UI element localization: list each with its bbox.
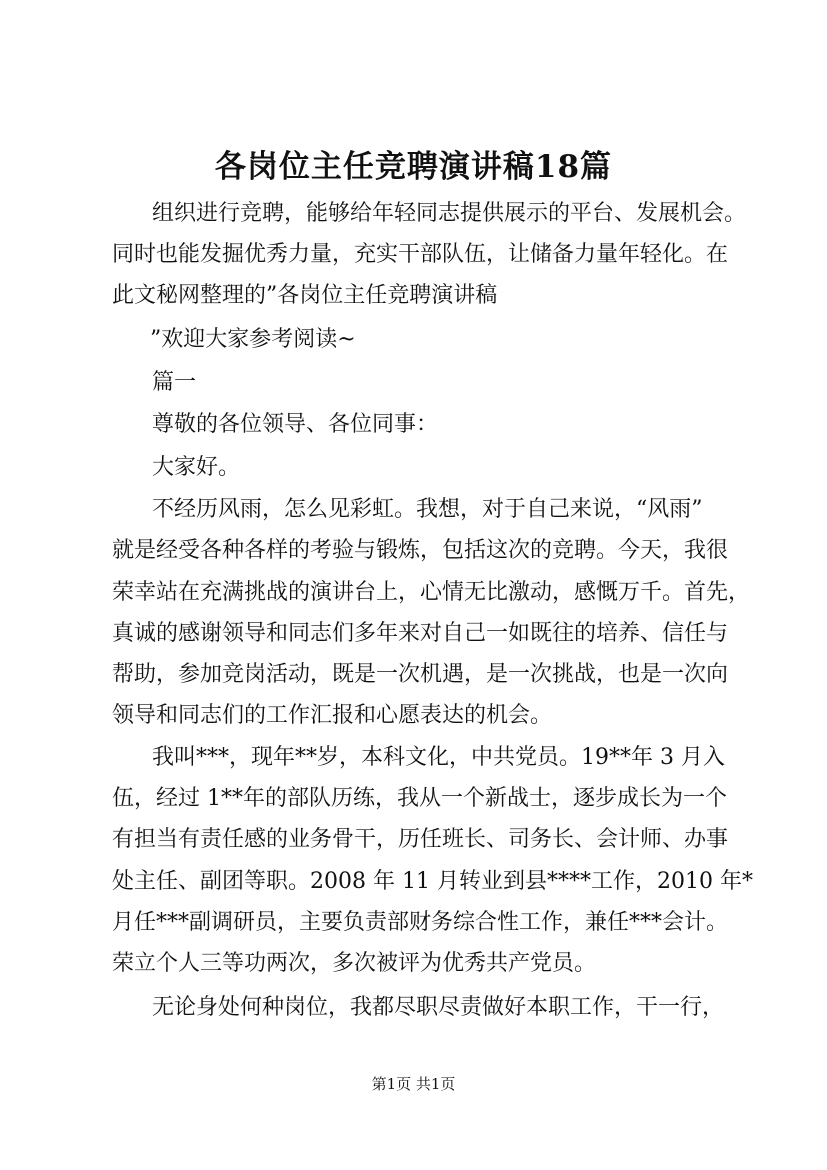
body-line-1: 组织进行竞聘，能够给年轻同志提供展示的平台、发展机会。 bbox=[152, 201, 747, 226]
body-line-13: 领导和同志们的工作汇报和心愿表达的机会。 bbox=[112, 703, 553, 728]
body-line-19: 荣立个人三等功两次，多次被评为优秀共产党员。 bbox=[112, 951, 597, 976]
body-line-3: 此文秘网整理的”各岗位主任竞聘演讲稿 bbox=[112, 283, 498, 308]
body-line-2: 同时也能发掘优秀力量，充实干部队伍，让储备力量年轻化。在 bbox=[112, 242, 729, 267]
body-line-9: 就是经受各种各样的考验与锻炼，包括这次的竞聘。今天，我很 bbox=[112, 538, 729, 563]
body-line-16: 有担当有责任感的业务骨干，历任班长、司务长、会计师、办事 bbox=[112, 827, 729, 852]
body-line-8: 不经历风雨，怎么见彩虹。我想，对于自己来说，“风雨” bbox=[152, 497, 703, 522]
body-line-17: 处主任、副团等职。2008 年 11 月转业到县****工作，2010 年* bbox=[112, 869, 753, 894]
body-line-14: 我叫***，现年**岁，本科文化，中共党员。19**年 3 月入 bbox=[152, 745, 725, 770]
body-line-18: 月任***副调研员，主要负责部财务综合性工作，兼任***会计。 bbox=[112, 910, 729, 935]
page-footer: 第1页 共1页 bbox=[371, 1075, 456, 1093]
salutation: 尊敬的各位领导、各位同事： bbox=[152, 412, 439, 437]
greeting: 大家好。 bbox=[152, 455, 241, 480]
body-line-11: 真诚的感谢领导和同志们多年来对自己一如既往的培养、信任与 bbox=[112, 621, 729, 646]
body-line-4: ”欢迎大家参考阅读~ bbox=[150, 327, 356, 352]
body-line-20: 无论身处何种岗位，我都尽职尽责做好本职工作，干一行， bbox=[152, 995, 725, 1020]
body-line-10: 荣幸站在充满挑战的演讲台上，心情无比激动，感慨万千。首先， bbox=[112, 580, 751, 605]
body-line-12: 帮助，参加竞岗活动，既是一次机遇，是一次挑战，也是一次向 bbox=[112, 662, 729, 687]
body-line-15: 伍，经过 1**年的部队历练，我从一个新战士，逐步成长为一个 bbox=[112, 786, 727, 811]
document-title: 各岗位主任竞聘演讲稿18篇 bbox=[214, 149, 613, 185]
section-heading: 篇一 bbox=[152, 370, 197, 395]
